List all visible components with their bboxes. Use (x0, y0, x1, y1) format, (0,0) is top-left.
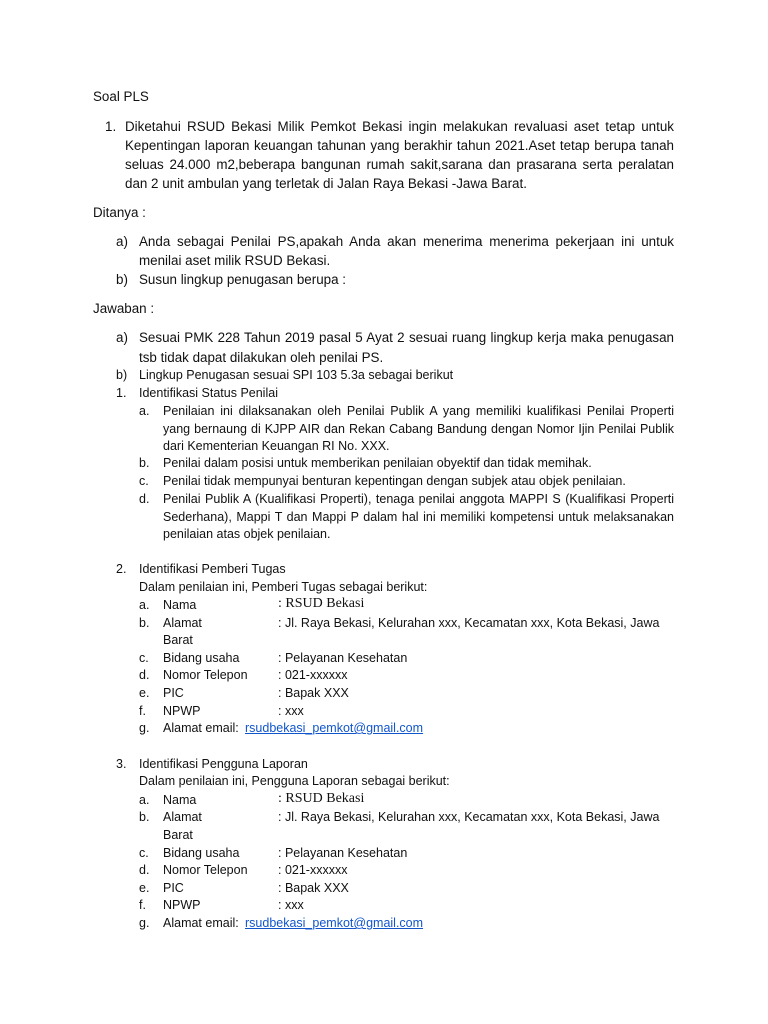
jawaban-b-text: Lingkup Penugasan sesuai SPI 103 5.3a sebagai berikut (139, 368, 454, 382)
s3-a-label: Nama (163, 793, 197, 807)
section2-title: Identifikasi Pemberi Tugas (139, 562, 286, 576)
s2-e-label: PIC (163, 686, 184, 700)
jawaban-a-marker: a) (116, 330, 128, 345)
s2-d-label: Nomor Telepon (163, 668, 248, 682)
s3-b-marker: b. (139, 810, 150, 824)
section2-number: 2. (116, 562, 127, 576)
section1-title: Identifikasi Status Penilai (139, 386, 278, 400)
s3-c-value: : Pelayanan Kesehatan (278, 846, 408, 860)
s2-d-value: : 021-xxxxxx (278, 668, 348, 682)
s3-d-value: : 021-xxxxxx (278, 863, 348, 877)
s2-f-marker: f. (139, 704, 146, 718)
ditanya-b-text: Susun lingkup penugasan berupa : (139, 272, 346, 287)
s3-g-marker: g. (139, 916, 150, 930)
s2-c-value: : Pelayanan Kesehatan (278, 651, 408, 665)
s3-b-label: Alamat (163, 810, 202, 824)
s3-d-marker: d. (139, 863, 150, 877)
s3-b-value-line2: Barat (163, 828, 193, 842)
s3-email-link[interactable]: rsudbekasi_pemkot@gmail.com (245, 916, 424, 930)
ditanya-b-marker: b) (116, 272, 128, 287)
s3-c-marker: c. (139, 846, 149, 860)
s2-a-label: Nama (163, 598, 197, 612)
s2-b-marker: b. (139, 616, 150, 630)
s3-c-label: Bidang usaha (163, 846, 240, 860)
jawaban-a-text: Sesuai PMK 228 Tahun 2019 pasal 5 Ayat 2 sesuai ruang lingkup kerja maka penugasan tsb tidak dapat dilakukan oleh penilai PS. (139, 330, 674, 365)
section1-a-text: Penilaian ini dilaksanakan oleh Penilai Publik A yang memiliki kualifikasi Penilai Properti yang bernaung di KJPP AIR dan Rekan Cabang Bandung dengan Nomor Ijin Penilai Publik dari Kementerian Keuangan RI No. XXX. (163, 404, 674, 453)
section1-d-marker: d. (139, 492, 150, 506)
s2-f-label: NPWP (163, 704, 201, 718)
section1-d-text: Penilai Publik A (Kualifikasi Properti), tenaga penilai anggota MAPPI S (Kualifikasi Properti Sederhana), Mappi T dan Mappi P dalam hal ini memiliki kompetensi untuk melaksanakan penilaian atas objek penilaian. (163, 492, 674, 541)
ditanya-a-marker: a) (116, 234, 128, 249)
section3-intro: Dalam penilaian ini, Pengguna Laporan sebagai berikut: (139, 774, 450, 788)
question-text: Diketahui RSUD Bekasi Milik Pemkot Bekasi ingin melakukan revaluasi aset tetap untuk Kepentingan laporan keuangan tahunan yang berakhir tahun 2021.Aset tetap berupa tanah seluas 24.000 m2,beberapa bangunan rumah sakit,sarana dan prasarana serta peralatan dan 2 unit ambulan yang terletak di Jalan Raya Bekasi -Jawa Barat. (125, 119, 674, 191)
s2-e-marker: e. (139, 686, 150, 700)
s3-b-value: : Jl. Raya Bekasi, Kelurahan xxx, Kecamatan xxx, Kota Bekasi, Jawa (278, 810, 660, 824)
s2-a-value: : RSUD Bekasi (278, 596, 365, 611)
s2-g-label: Alamat email: (163, 721, 239, 735)
section1-c-text: Penilai tidak mempunyai benturan kepentingan dengan subjek atau objek penilaian. (163, 474, 626, 488)
s2-d-marker: d. (139, 668, 150, 682)
s2-b-label: Alamat (163, 616, 202, 630)
s2-email-link[interactable]: rsudbekasi_pemkot@gmail.com (245, 721, 424, 735)
jawaban-heading: Jawaban : (93, 301, 155, 316)
section3-number: 3. (116, 757, 127, 771)
section1-b-text: Penilai dalam posisi untuk memberikan penilaian obyektif dan tidak memihak. (163, 456, 592, 470)
s3-f-label: NPWP (163, 898, 201, 912)
s2-a-marker: a. (139, 598, 150, 612)
section3-title: Identifikasi Pengguna Laporan (139, 757, 308, 771)
ditanya-a-text: Anda sebagai Penilai PS,apakah Anda akan menerima menerima pekerjaan ini untuk menilai aset milik RSUD Bekasi. (139, 234, 674, 268)
section1-c-marker: c. (139, 474, 149, 488)
jawaban-b-marker: b) (116, 368, 128, 382)
s3-g-label: Alamat email: (163, 916, 239, 930)
s3-e-value: : Bapak XXX (278, 881, 349, 895)
section1-b-marker: b. (139, 456, 150, 470)
question-number: 1. (105, 119, 117, 134)
s2-b-value: : Jl. Raya Bekasi, Kelurahan xxx, Kecamatan xxx, Kota Bekasi, Jawa (278, 616, 660, 630)
s3-e-marker: e. (139, 881, 150, 895)
doc-title: Soal PLS (93, 89, 149, 104)
s2-e-value: : Bapak XXX (278, 686, 349, 700)
s3-f-marker: f. (139, 898, 146, 912)
s3-a-value: : RSUD Bekasi (278, 791, 365, 806)
s2-c-marker: c. (139, 651, 149, 665)
s2-g-marker: g. (139, 721, 150, 735)
section2-intro: Dalam penilaian ini, Pemberi Tugas sebagai berikut: (139, 580, 428, 594)
section1-number: 1. (116, 386, 127, 400)
s2-f-value: : xxx (278, 704, 304, 718)
s3-e-label: PIC (163, 881, 184, 895)
s3-f-value: : xxx (278, 898, 304, 912)
s2-b-value-line2: Barat (163, 633, 193, 647)
section1-a-marker: a. (139, 404, 150, 418)
s3-d-label: Nomor Telepon (163, 863, 248, 877)
s2-c-label: Bidang usaha (163, 651, 240, 665)
s3-a-marker: a. (139, 793, 150, 807)
ditanya-heading: Ditanya : (93, 205, 146, 220)
